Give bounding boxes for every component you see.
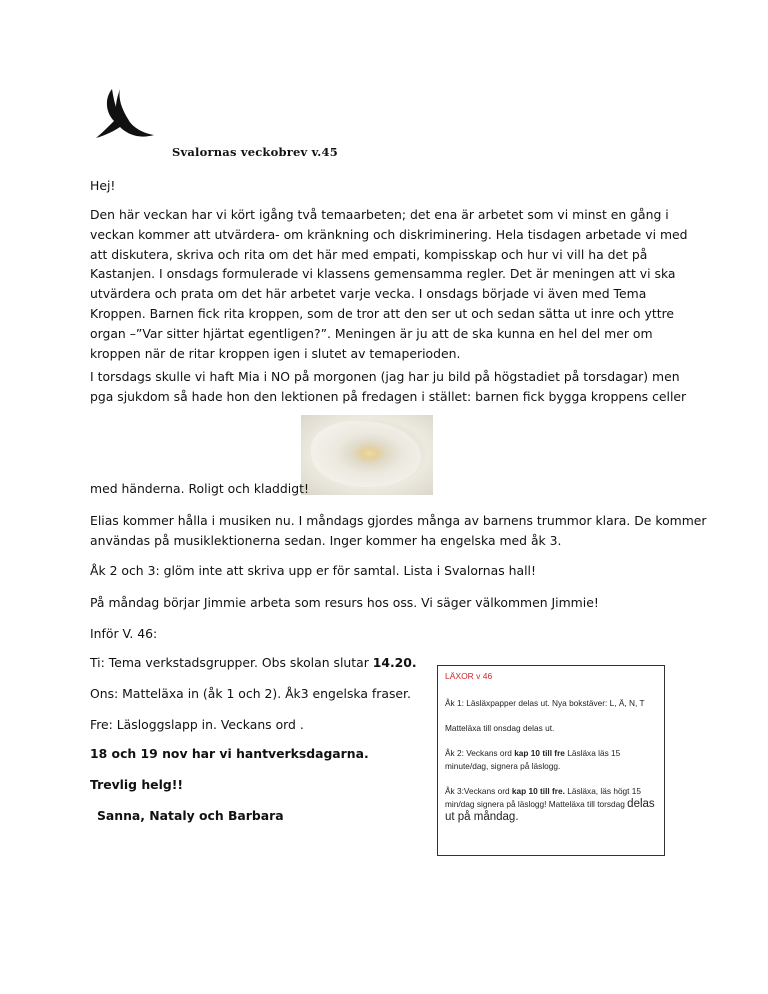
no-paragraph-end: med händerna. Roligt och kladdigt!: [90, 481, 309, 496]
intro-line: Den här veckan har vi kört igång två temaarbeten; det ena är arbetet som vi minst en gång i: [90, 207, 669, 222]
intro-line: veckan kommer att utvärdera- om kränkning och diskriminering. Hela tisdagen arbetade vi med: [90, 226, 688, 242]
next-week-heading: Inför V. 46:: [90, 626, 158, 641]
homework-ak3-big: delas ut på måndag.: [445, 798, 655, 823]
music-line: Elias kommer hålla i musiken nu. I måndags gjordes många av barnens trummor klara. De kommer: [90, 513, 707, 528]
intro-line: utvärdera och prata om det här arbetet varje vecka. I onsdags började vi även med Tema: [90, 286, 647, 302]
tuesday-time: 14.20.: [372, 655, 417, 670]
homework-ak2-bold: kap 10 till fre: [514, 748, 565, 758]
intro-line: kroppen när de ritar kroppen igen i slutet av temaperioden.: [90, 345, 461, 361]
wednesday-line: Ons: Matteläxa in (åk 1 och 2). Åk3 engelska fraser.: [90, 686, 411, 701]
homework-ak2: [445, 747, 656, 773]
intro-paragraph: [90, 205, 690, 363]
homework-ak3: [445, 785, 656, 824]
tuesday-text: Ti: Tema verkstadsgrupper. Obs skolan slutar: [90, 655, 373, 670]
homework-math: Matteläxa till onsdag delas ut.: [445, 723, 555, 733]
weekend-line: Trevlig helg!!: [90, 777, 184, 792]
homework-ak3-bold: kap 10 till fre.: [511, 786, 565, 796]
homework-ak3-rest: Läsläxa, läs högt 15 min/dag signera på läslogg! Matteläxa till torsdag: [445, 786, 642, 809]
homework-ak2-text: Åk 2: Veckans ord: [445, 748, 515, 758]
homework-ak2-rest: Läsläxa läs 15 minute/dag, signera på läslogg.: [445, 748, 621, 771]
intro-line: organ –”Var sitter hjärtat egentligen?”. Meningen är ju att de ska kunna en hel del mer om: [90, 325, 653, 341]
no-line: I torsdags skulle vi haft Mia i NO på morgonen (jag har ju bild på högstadiet på torsdagar) men: [90, 369, 680, 384]
page-title: Svalornas veckobrev v.45: [172, 145, 338, 159]
intro-line: Kastanjen. I onsdags formulerade vi klassens gemensamma regler. Det är meningen att vi ska: [90, 266, 676, 282]
signature: Sanna, Nataly och Barbara: [97, 808, 284, 823]
homework-box: [437, 665, 665, 856]
intro-line: att diskutera, skriva och rita om det här med empati, kompisskap och hur vi vill ha det på: [90, 246, 648, 262]
homework-title: LÄXOR v 46: [445, 671, 493, 681]
intro-line: Kroppen. Barnen fick rita kroppen, som de tror att den ser ut och sedan sätta ut inre och yttre: [90, 305, 675, 321]
homework-ak1: Åk 1: Läsläxpapper delas ut. Nya bokstäver: L, Ä, N, T: [445, 698, 645, 708]
friday-line: Fre: Läsloggslapp in. Veckans ord .: [90, 717, 304, 732]
crafts-line: 18 och 19 nov har vi hantverksdagarna.: [90, 746, 369, 761]
greeting: Hej!: [90, 178, 116, 193]
music-line: användas på musiklektionerna sedan. Inger kommer ha engelska med åk 3.: [90, 532, 562, 548]
swallow-logo-icon: [92, 83, 162, 149]
no-line: pga sjukdom så hade hon den lektionen på fredagen i stället: barnen fick bygga kroppens celler: [90, 388, 687, 404]
homework-ak3-text: Åk 3:Veckans ord: [445, 786, 512, 796]
talks-paragraph: Åk 2 och 3: glöm inte att skriva upp er för samtal. Lista i Svalornas hall!: [90, 563, 536, 578]
no-paragraph: [90, 367, 690, 407]
music-paragraph: [90, 511, 707, 551]
jimmie-paragraph: På måndag börjar Jimmie arbeta som resurs hos oss. Vi säger välkommen Jimmie!: [90, 595, 599, 610]
